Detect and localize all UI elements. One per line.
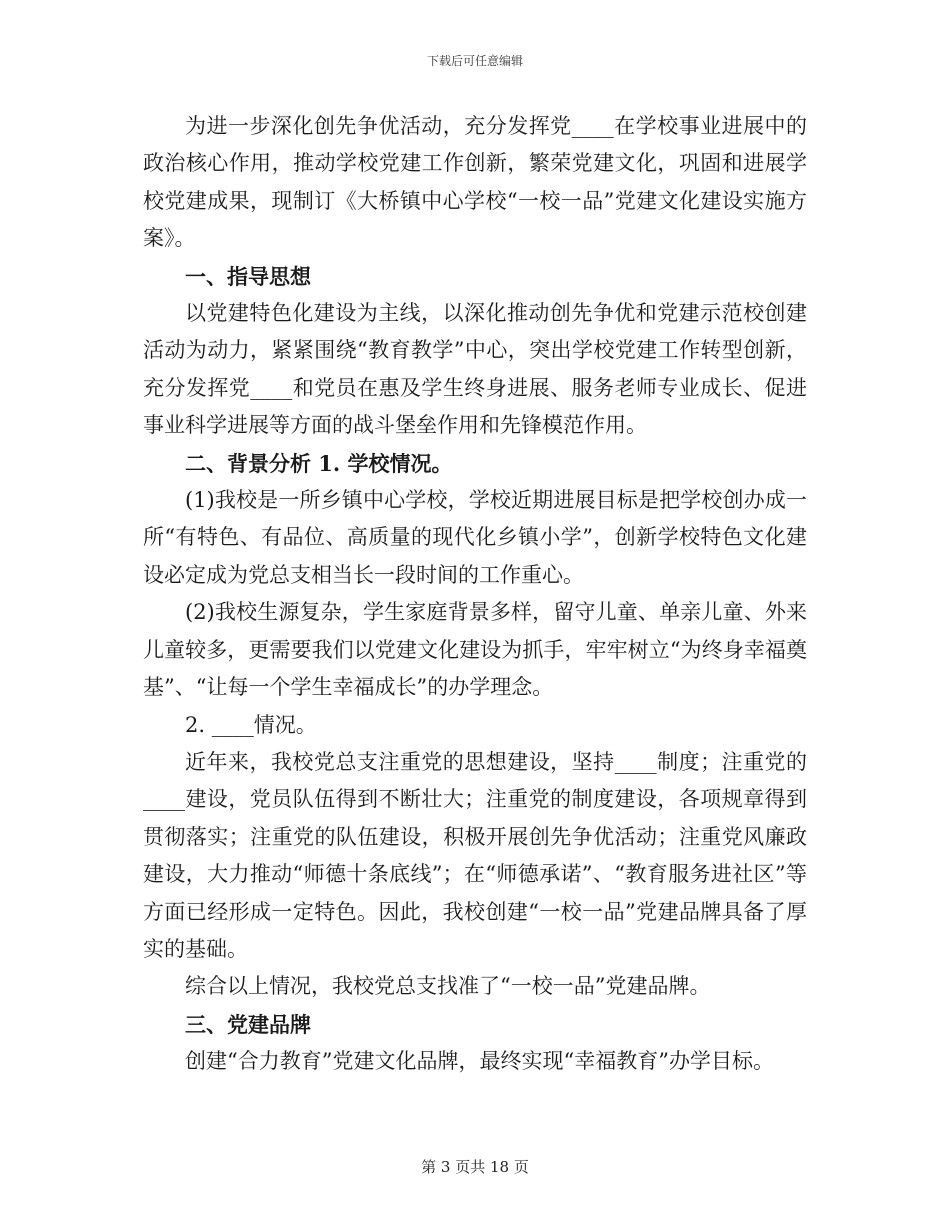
section-3-paragraph: 创建“合力教育”党建文化品牌，最终实现“幸福教育”办学目标。 — [185, 1049, 774, 1074]
section-2-item-1: (1)我校是一所乡镇中心学校，学校近期进展目标是把学校创办成一所“有特色、有品位、高质量的现代化乡镇小学”，创新学校特色文化建设必定成为党总支相当长一段时间的工作重心。 — [143, 488, 807, 587]
section-2-sub-paragraph: 近年来，我校党总支注重党的思想建设，坚持____制度；注重党的____建设，党员队伍得到不断壮大；注重党的制度建设，各项规章得到贯彻落实；注重党的队伍建设，积极开展创先争优活动；注重党风廉政建设，大力推动“师德十条底线”；在“师德承诺”、“教育服务进社区”等方面已经形成一定特色。因此，我校创建“一校一品”党建品牌具备了厚实的基础。 — [143, 749, 807, 961]
section-1-paragraph: 以党建特色化建设为主线，以深化推动创先争优和党建示范校创建活动为动力，紧紧围绕“教育教学”中心，突出学校党建工作转型创新，充分发挥党____和党员在惠及学生终身进展、服务老师专业成长、促进事业科学进展等方面的战斗堡垒作用和先锋模范作用。 — [143, 301, 807, 438]
section-1-heading: 一、指导思想 — [185, 263, 311, 289]
document-body — [143, 108, 807, 1081]
intro-paragraph: 为进一步深化创先争优活动，充分发挥党____在学校事业进展中的政治核心作用，推动学校党建工作创新，繁荣党建文化，巩固和进展学校党建成果，现制订《大桥镇中心学校“一校一品”党建文化建设实施方案》。 — [143, 114, 807, 251]
page-header: 下载后可任意编辑 — [426, 54, 523, 68]
section-3-heading: 三、党建品牌 — [185, 1011, 311, 1037]
section-2-item-2: (2)我校生源复杂，学生家庭背景多样，留守儿童、单亲儿童、外来儿童较多，更需要我们以党建文化建设为抓手，牢牢树立“为终身幸福奠基”、“让每一个学生幸福成长”的办学理念。 — [143, 600, 807, 700]
section-2-summary: 综合以上情况，我校党总支找准了“一校一品”党建品牌。 — [185, 974, 711, 999]
section-2-subheading: 2. ____情况。 — [185, 712, 317, 737]
page-number: 第 3 页共 18 页 — [421, 1158, 529, 1176]
section-2-heading: 二、背景分析 1. 学校情况。 — [185, 450, 453, 476]
